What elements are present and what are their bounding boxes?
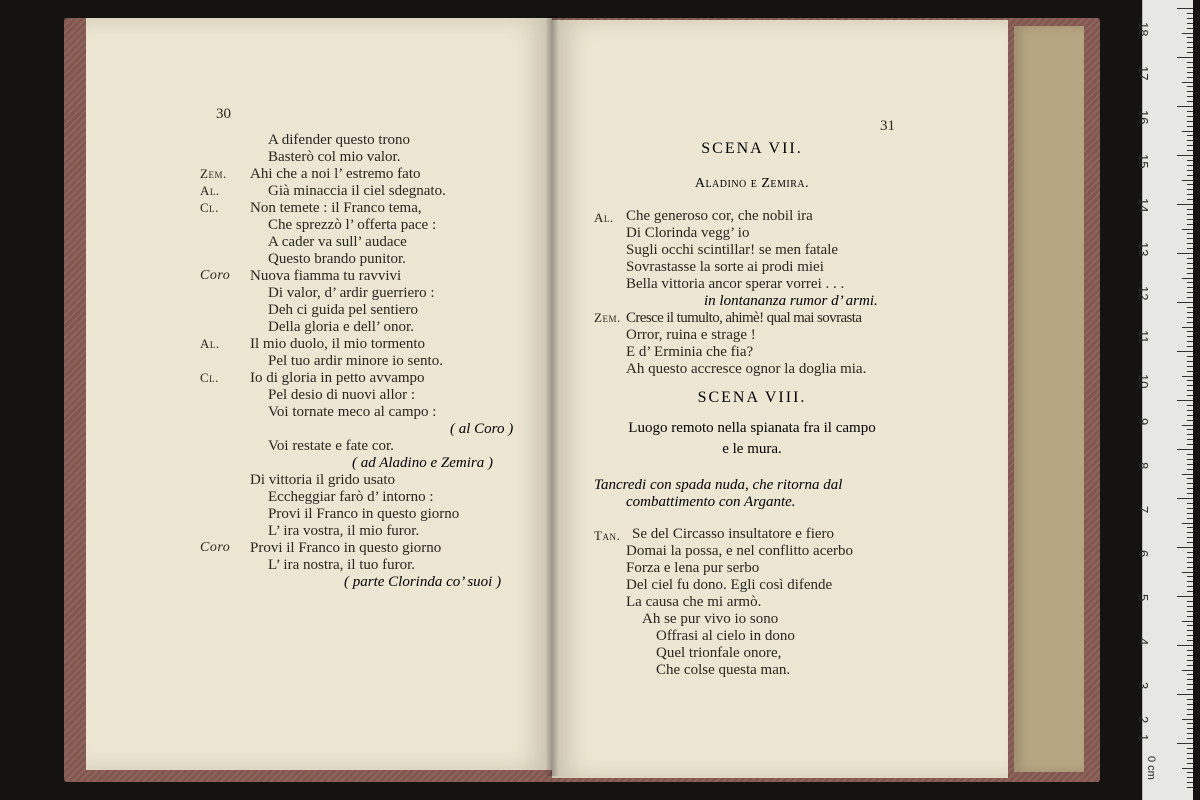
ruler-label: 5 xyxy=(1136,594,1151,602)
ruler-tick xyxy=(1187,238,1193,239)
left-line-10: Di valor, d’ ardir guerriero : xyxy=(268,285,435,301)
ruler-tick xyxy=(1187,385,1193,386)
scene-8-location-2: e le mura. xyxy=(722,441,782,457)
ruler-tick xyxy=(1187,356,1193,357)
left-speaker-5: Cl. xyxy=(200,200,219,215)
scene-8-direction-2: combattimento con Argante. xyxy=(626,494,796,510)
ruler-tick xyxy=(1187,317,1193,318)
ruler-label: 1 xyxy=(1136,734,1151,742)
ruler-tick xyxy=(1187,748,1193,749)
scene-8-title: SCENA VIII. xyxy=(697,389,807,406)
ruler-tick xyxy=(1187,140,1193,141)
ruler-tick xyxy=(1187,601,1193,602)
ruler-tick xyxy=(1187,395,1193,396)
ruler-tick xyxy=(1177,57,1193,58)
ruler-tick xyxy=(1187,640,1193,641)
ruler-tick xyxy=(1187,170,1193,171)
right-line-s8-7: Offrasi al cielo in dono xyxy=(656,628,795,644)
right-line-10: Ah questo accresce ognor la doglia mia. xyxy=(626,361,867,377)
ruler-tick xyxy=(1182,572,1193,573)
ruler-tick xyxy=(1177,302,1193,303)
ruler-tick xyxy=(1187,753,1193,754)
right-line-4: Sovrastasse la sorte ai prodi miei xyxy=(626,259,824,275)
right-line-5: Bella vittoria ancor sperar vorrei . . . xyxy=(626,276,845,292)
ruler-tick xyxy=(1187,630,1193,631)
ruler-tick xyxy=(1182,82,1193,83)
ruler-tick xyxy=(1187,331,1193,332)
right-page-number: 31 xyxy=(880,118,895,134)
left-line-14: Pel tuo ardir minore io sento. xyxy=(268,353,443,369)
left-speaker-9: Coro xyxy=(200,268,231,283)
left-line-9: Nuova fiamma tu ravvivi xyxy=(250,268,402,284)
scene-8-location-1: Luogo remoto nella spianata fra il campo xyxy=(628,420,876,436)
ruler-label: 10 xyxy=(1136,374,1151,389)
ruler-tick xyxy=(1187,576,1193,577)
ruler-tick xyxy=(1187,772,1193,773)
ruler-tick xyxy=(1187,527,1193,528)
ruler-tick xyxy=(1187,787,1193,788)
ruler-tick xyxy=(1187,513,1193,514)
left-direction-27: ( parte Clorinda co’ suoi ) xyxy=(344,574,502,590)
ruler-tick xyxy=(1187,67,1193,68)
right-speaker-1: Al. xyxy=(594,210,614,225)
ruler-tick xyxy=(1187,782,1193,783)
ruler-tick xyxy=(1187,728,1193,729)
ruler-tick xyxy=(1187,415,1193,416)
left-line-19: Voi restate e fate cor. xyxy=(268,438,394,454)
right-line-1: Che generoso cor, che nobil ira xyxy=(626,208,813,224)
ruler-tick xyxy=(1177,743,1193,744)
ruler-label: 15 xyxy=(1136,154,1151,169)
left-line-4: Già minaccia il ciel sdegnato. xyxy=(268,183,446,199)
ruler-tick xyxy=(1187,366,1193,367)
left-page-number: 30 xyxy=(216,106,231,122)
ruler-tick xyxy=(1177,204,1193,205)
ruler-tick xyxy=(1187,655,1193,656)
ruler-tick xyxy=(1187,420,1193,421)
left-line-13: Il mio duolo, il mio tormento xyxy=(250,336,425,352)
ruler-tick xyxy=(1187,591,1193,592)
ruler-tick xyxy=(1187,224,1193,225)
ruler-tick xyxy=(1187,307,1193,308)
ruler-tick xyxy=(1187,567,1193,568)
left-line-17: Voi tornate meco al campo : xyxy=(268,404,437,420)
ruler-tick xyxy=(1187,390,1193,391)
right-line-s8-3: Forza e lena pur serbo xyxy=(626,560,760,576)
ruler-tick xyxy=(1187,37,1193,38)
ruler-tick xyxy=(1187,273,1193,274)
ruler-tick xyxy=(1187,635,1193,636)
ruler-tick xyxy=(1182,768,1193,769)
ruler-tick xyxy=(1187,777,1193,778)
left-line-7: A cader va sull’ audace xyxy=(268,234,407,250)
ruler-tick xyxy=(1187,581,1193,582)
ruler-tick xyxy=(1187,625,1193,626)
ruler-tick xyxy=(1177,106,1193,107)
ruler-tick xyxy=(1187,606,1193,607)
ruler-tick xyxy=(1187,135,1193,136)
ruler-tick xyxy=(1187,679,1193,680)
ruler-tick xyxy=(1177,253,1193,254)
ruler-tick xyxy=(1187,371,1193,372)
left-direction-18: ( al Coro ) xyxy=(450,421,514,437)
ruler-tick xyxy=(1187,248,1193,249)
ruler-tick xyxy=(1187,542,1193,543)
ruler-label: 14 xyxy=(1136,198,1151,213)
ruler-tick xyxy=(1182,425,1193,426)
ruler-tick xyxy=(1187,42,1193,43)
ruler-tick xyxy=(1177,351,1193,352)
ruler-tick xyxy=(1182,621,1193,622)
right-line-8: Orror, ruina e strage ! xyxy=(626,327,756,343)
ruler-unit-label: 0 cm xyxy=(1145,756,1157,780)
ruler-tick xyxy=(1187,665,1193,666)
ruler-tick xyxy=(1187,77,1193,78)
ruler-tick xyxy=(1187,86,1193,87)
ruler-tick xyxy=(1187,380,1193,381)
ruler-tick xyxy=(1187,586,1193,587)
ruler-tick xyxy=(1187,341,1193,342)
ruler-tick xyxy=(1187,209,1193,210)
right-speaker-7: Zem. xyxy=(594,310,621,325)
ruler-tick xyxy=(1187,405,1193,406)
ruler-tick xyxy=(1177,547,1193,548)
ruler-tick xyxy=(1187,336,1193,337)
ruler-label: 13 xyxy=(1136,242,1151,257)
right-line-7: Cresce il tumulto, ahimè! qual mai sovrasta xyxy=(626,310,862,326)
ruler-tick xyxy=(1187,126,1193,127)
ruler-tick xyxy=(1182,180,1193,181)
ruler-tick xyxy=(1187,243,1193,244)
ruler-label: 18 xyxy=(1136,22,1151,37)
ruler-label: 4 xyxy=(1136,638,1151,646)
ruler-tick xyxy=(1187,444,1193,445)
left-line-2: Basterò col mio valor. xyxy=(268,149,401,165)
ruler-tick xyxy=(1187,160,1193,161)
ruler-tick xyxy=(1187,763,1193,764)
ruler-tick xyxy=(1187,62,1193,63)
ruler-tick xyxy=(1187,214,1193,215)
right-line-s8-4: Del ciel fu dono. Egli così difende xyxy=(626,577,833,593)
ruler-tick xyxy=(1187,282,1193,283)
ruler-tick xyxy=(1187,233,1193,234)
right-line-3: Sugli occhi scintillar! se men fatale xyxy=(626,242,839,258)
ruler-tick xyxy=(1187,219,1193,220)
ruler-tick xyxy=(1187,47,1193,48)
ruler-tick xyxy=(1187,28,1193,29)
ruler-tick xyxy=(1187,258,1193,259)
ruler-label: 2 xyxy=(1136,716,1151,724)
scene-8-direction-1: Tancredi con spada nuda, che ritorna dal xyxy=(594,477,843,493)
ruler-tick xyxy=(1187,464,1193,465)
left-line-6: Che sprezzò l’ offerta pace : xyxy=(268,217,437,233)
ruler-tick xyxy=(1187,503,1193,504)
ruler-tick xyxy=(1187,488,1193,489)
ruler-tick xyxy=(1187,709,1193,710)
ruler-tick xyxy=(1187,101,1193,102)
right-line-s8-6: Ah se pur vivo io sono xyxy=(642,611,779,627)
ruler-tick xyxy=(1187,91,1193,92)
right-line-s8-5: La causa che mi armò. xyxy=(626,594,762,610)
ruler-tick xyxy=(1187,150,1193,151)
ruler-tick xyxy=(1182,278,1193,279)
ruler-tick xyxy=(1182,376,1193,377)
ruler-tick xyxy=(1177,8,1193,9)
left-line-12: Della gloria e dell’ onor. xyxy=(268,319,414,335)
scene-7-characters: Aladino e Zemira. xyxy=(694,176,810,191)
ruler-tick xyxy=(1187,689,1193,690)
left-speaker-25: Coro xyxy=(200,540,231,555)
left-line-25: Provi il Franco in questo giorno xyxy=(250,540,442,556)
ruler-tick xyxy=(1177,498,1193,499)
ruler-label: 11 xyxy=(1136,330,1151,344)
ruler-tick xyxy=(1187,199,1193,200)
ruler-tick xyxy=(1187,13,1193,14)
ruler-label: 12 xyxy=(1136,286,1151,301)
ruler-tick xyxy=(1187,518,1193,519)
ruler-tick xyxy=(1177,645,1193,646)
ruler-label: 17 xyxy=(1136,66,1151,81)
ruler-tick xyxy=(1187,738,1193,739)
ruler-tick xyxy=(1187,650,1193,651)
left-line-11: Deh ci guida pel sentiero xyxy=(268,302,418,318)
left-speaker-3: Zem. xyxy=(200,166,227,181)
ruler-tick xyxy=(1182,33,1193,34)
ruler-tick xyxy=(1187,165,1193,166)
ruler-tick xyxy=(1187,483,1193,484)
ruler-tick xyxy=(1187,121,1193,122)
ruler-tick xyxy=(1187,268,1193,269)
ruler-tick xyxy=(1187,478,1193,479)
ruler-tick xyxy=(1182,670,1193,671)
ruler-tick xyxy=(1187,96,1193,97)
ruler-tick xyxy=(1187,469,1193,470)
ruler-tick xyxy=(1182,131,1193,132)
left-line-1: A difender questo trono xyxy=(268,132,411,148)
ruler-tick xyxy=(1177,596,1193,597)
ruler-tick xyxy=(1187,111,1193,112)
ruler-tick xyxy=(1187,184,1193,185)
ruler-tick xyxy=(1187,552,1193,553)
ruler-tick xyxy=(1187,410,1193,411)
ruler-tick xyxy=(1182,474,1193,475)
measuring-ruler xyxy=(1136,0,1193,800)
ruler-tick xyxy=(1187,616,1193,617)
ruler-tick xyxy=(1187,758,1193,759)
ruler-tick xyxy=(1187,189,1193,190)
left-line-22: Eccheggiar farò d’ intorno : xyxy=(268,489,434,505)
ruler-tick xyxy=(1182,523,1193,524)
ruler-label: 7 xyxy=(1136,506,1151,514)
left-direction-20: ( ad Aladino e Zemira ) xyxy=(352,455,493,471)
ruler-tick xyxy=(1187,292,1193,293)
ruler-tick xyxy=(1187,263,1193,264)
ruler-tick xyxy=(1187,116,1193,117)
ruler-tick xyxy=(1187,733,1193,734)
ruler-tick xyxy=(1182,719,1193,720)
inner-flap xyxy=(1014,26,1084,772)
ruler-tick xyxy=(1187,557,1193,558)
ruler-tick xyxy=(1182,327,1193,328)
right-line-s8-8: Quel trionfale onore, xyxy=(656,645,782,661)
ruler-tick xyxy=(1187,145,1193,146)
left-speaker-4: Al. xyxy=(200,183,220,198)
ruler-tick xyxy=(1187,52,1193,53)
ruler-tick xyxy=(1187,674,1193,675)
ruler-tick xyxy=(1187,611,1193,612)
left-line-15: Io di gloria in petto avvampo xyxy=(250,370,425,386)
ruler-tick xyxy=(1187,508,1193,509)
left-line-26: L’ ira nostra, il tuo furor. xyxy=(268,557,416,573)
left-line-8: Questo brando punitor. xyxy=(268,251,406,267)
right-line-9: E d’ Erminia che fia? xyxy=(626,344,754,360)
ruler-tick xyxy=(1187,287,1193,288)
left-speaker-13: Al. xyxy=(200,336,220,351)
ruler-tick xyxy=(1177,694,1193,695)
ruler-tick xyxy=(1177,449,1193,450)
ruler-tick xyxy=(1187,312,1193,313)
left-line-21: Di vittoria il grido usato xyxy=(250,472,395,488)
ruler-label: 3 xyxy=(1136,682,1151,690)
ruler-tick xyxy=(1187,23,1193,24)
ruler-tick xyxy=(1187,562,1193,563)
left-line-24: L’ ira vostra, il mio furor. xyxy=(268,523,420,539)
ruler-tick xyxy=(1187,322,1193,323)
ruler-tick xyxy=(1187,72,1193,73)
ruler-tick xyxy=(1187,18,1193,19)
ruler-tick xyxy=(1187,175,1193,176)
right-direction-6: in lontananza rumor d’ armi. xyxy=(704,293,878,309)
ruler-tick xyxy=(1187,297,1193,298)
ruler-tick xyxy=(1187,723,1193,724)
right-line-s8-2: Domai la possa, e nel conflitto acerbo xyxy=(626,543,854,559)
ruler-label: 16 xyxy=(1136,110,1151,125)
ruler-tick xyxy=(1187,454,1193,455)
ruler-tick xyxy=(1177,155,1193,156)
ruler-label: 8 xyxy=(1136,462,1151,470)
right-line-s8-9: Che colse questa man. xyxy=(656,662,791,678)
ruler-tick xyxy=(1187,346,1193,347)
ruler-label: 6 xyxy=(1136,550,1151,558)
ruler-tick xyxy=(1187,537,1193,538)
scene-7-title: SCENA VII. xyxy=(701,140,803,157)
left-line-16: Pel desio di nuovi allor : xyxy=(268,387,416,403)
ruler-tick xyxy=(1187,704,1193,705)
ruler-tick xyxy=(1187,361,1193,362)
ruler-tick xyxy=(1187,439,1193,440)
ruler-tick xyxy=(1187,194,1193,195)
ruler-tick xyxy=(1177,400,1193,401)
ruler-tick xyxy=(1187,532,1193,533)
right-line-s8-1: Se del Circasso insultatore e fiero xyxy=(632,526,835,542)
ruler-tick xyxy=(1187,660,1193,661)
ruler-tick xyxy=(1182,229,1193,230)
left-speaker-15: Cl. xyxy=(200,370,219,385)
ruler-tick xyxy=(1187,434,1193,435)
ruler-tick xyxy=(1187,714,1193,715)
ruler-tick xyxy=(1187,459,1193,460)
left-line-23: Provi il Franco in questo giorno xyxy=(268,506,460,522)
right-speaker-tan: Tan. xyxy=(594,528,621,543)
left-line-3: Ahi che a noi l’ estremo fato xyxy=(250,166,421,182)
ruler-tick xyxy=(1187,493,1193,494)
ruler-tick xyxy=(1187,699,1193,700)
ruler-tick xyxy=(1187,684,1193,685)
left-line-5: Non temete : il Franco tema, xyxy=(250,200,422,216)
ruler-tick xyxy=(1187,429,1193,430)
right-line-2: Di Clorinda vegg’ io xyxy=(626,225,750,241)
ruler-label: 9 xyxy=(1136,418,1151,426)
